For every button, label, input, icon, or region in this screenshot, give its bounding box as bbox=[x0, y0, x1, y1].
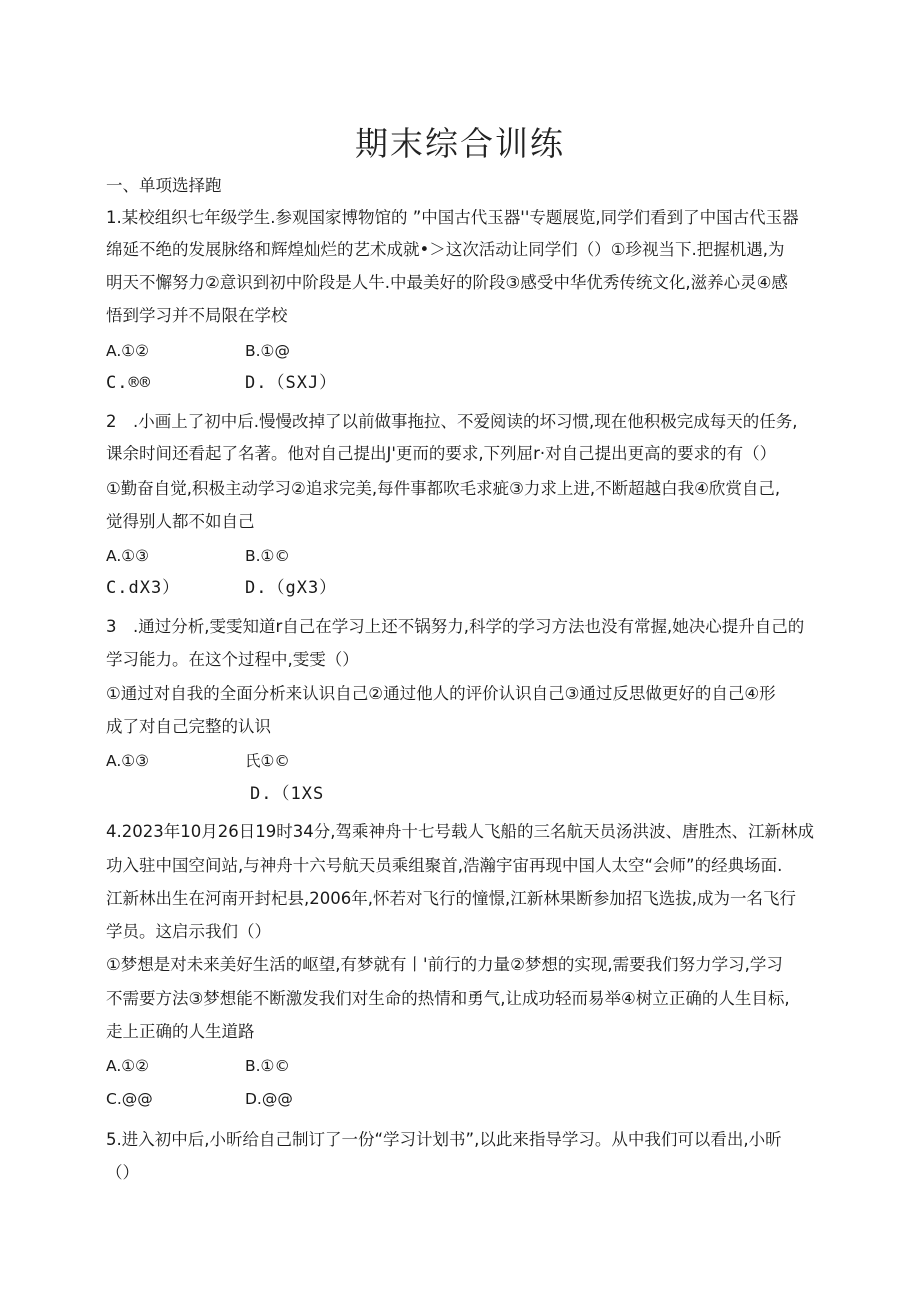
question-4-line-4: 学员。这启示我们（） bbox=[106, 922, 271, 941]
question-3-option-b: 氏①© bbox=[245, 752, 290, 770]
question-2-option-d: D.（gX3） bbox=[245, 578, 338, 598]
question-4-line-3: 江新林出生在河南开封杞县,2006年,怀若对飞行的憧憬,江新林果断参加招飞选拔,成为一名飞行 bbox=[106, 889, 796, 908]
question-1-option-b: B.①@ bbox=[245, 342, 290, 360]
question-2-option-c: C.dX3） bbox=[106, 578, 181, 598]
question-3-option-a: A.①③ bbox=[106, 752, 150, 770]
question-3-option-d: D.（1XS bbox=[250, 784, 325, 804]
question-3-line-4: 成了对自己完整的认识 bbox=[106, 717, 271, 736]
question-2-option-b: B.①© bbox=[245, 547, 290, 565]
section-heading: 一、单项选择跑 bbox=[106, 176, 222, 195]
question-1-line-4: 悟到学习并不局限在学校 bbox=[106, 306, 288, 325]
question-3-line-3: ①通过对自我的全面分析来认识自己②通过他人的评价认识自己③通过反思做更好的自己④形 bbox=[106, 684, 776, 703]
question-1-option-a: A.①② bbox=[106, 342, 150, 360]
question-4-option-b: B.①© bbox=[245, 1057, 290, 1075]
question-2-line-4: 觉得别人都不如自己 bbox=[106, 512, 255, 531]
question-4-option-c: C.@@ bbox=[106, 1090, 153, 1108]
question-4-line-7: 走上正确的人生道路 bbox=[106, 1022, 255, 1041]
question-2-option-a: A.①③ bbox=[106, 547, 150, 565]
question-3-line-2: 学习能力。在这个过程中,雯雯（） bbox=[106, 650, 359, 669]
question-4-line-6: 不需要方法③梦想能不断激发我们对生命的热情和勇气,让成功轻而易举④树立正确的人生目标, bbox=[106, 989, 790, 1008]
question-5-line-2: （） bbox=[106, 1163, 139, 1182]
question-1-line-1: 1.某校组织七年级学生.参观国家博物馆的 ”中国古代玉器''专题展览,同学们看到了中国古代玉器 bbox=[106, 208, 799, 227]
question-4-line-1: 4.2023年10月26日19时34分,驾乘神舟十七号载人飞船的三名航天员汤洪波、唐胜杰、江新林成 bbox=[106, 822, 814, 841]
question-1-line-2: 绵延不绝的发展脉络和辉煌灿烂的艺术成就•＞这次活动让同学们（）①珍视当下.把握机遇,为 bbox=[106, 240, 785, 259]
question-1-line-3: 明天不懈努力②意识到初中阶段是人牛.中最美好的阶段③感受中华优秀传统文化,滋养心灵④感 bbox=[106, 273, 788, 292]
question-3-line-1: 3 .通过分析,雯雯知道r自己在学习上还不锅努力,科学的学习方法也没有常握,她决心提升自己的 bbox=[106, 617, 805, 636]
question-4-option-d: D.@@ bbox=[245, 1090, 293, 1108]
page-title: 期末综合训练 bbox=[355, 124, 565, 163]
question-5-line-1: 5.进入初中后,小昕给自己制订了一份“学习计划书”,以此来指导学习。从中我们可以看出,小昕 bbox=[106, 1130, 782, 1149]
question-4-option-a: A.①② bbox=[106, 1057, 150, 1075]
question-2-line-1: 2 .小画上了初中后.慢慢改掉了以前做事拖拉、不爱阅读的坏习惯,现在他积极完成每天的任务, bbox=[106, 412, 798, 431]
question-4-line-5: ①梦想是对未来美好生活的岖望,有梦就有丨'前行的力量②梦想的实现,需要我们努力学习,学习 bbox=[106, 955, 783, 974]
question-1-option-d: D.（SXJ） bbox=[245, 373, 338, 393]
question-2-line-3: ①勤奋自觉,积极主动学习②追求完美,每件事都吹毛求疵③力求上进,不断超越白我④欣赏自己, bbox=[106, 479, 781, 498]
question-4-line-2: 功入驻中国空间站,与神舟十六号航天员乘组聚首,浩瀚宇宙再现中国人太空“会师”的经典场面. bbox=[106, 856, 783, 875]
question-1-option-c: C.®® bbox=[106, 373, 151, 393]
question-2-line-2: 课余时间还看起了名著。他对自己提出J'更而的要求,下列屈r·对自己提出更高的要求的有（） bbox=[106, 444, 777, 463]
